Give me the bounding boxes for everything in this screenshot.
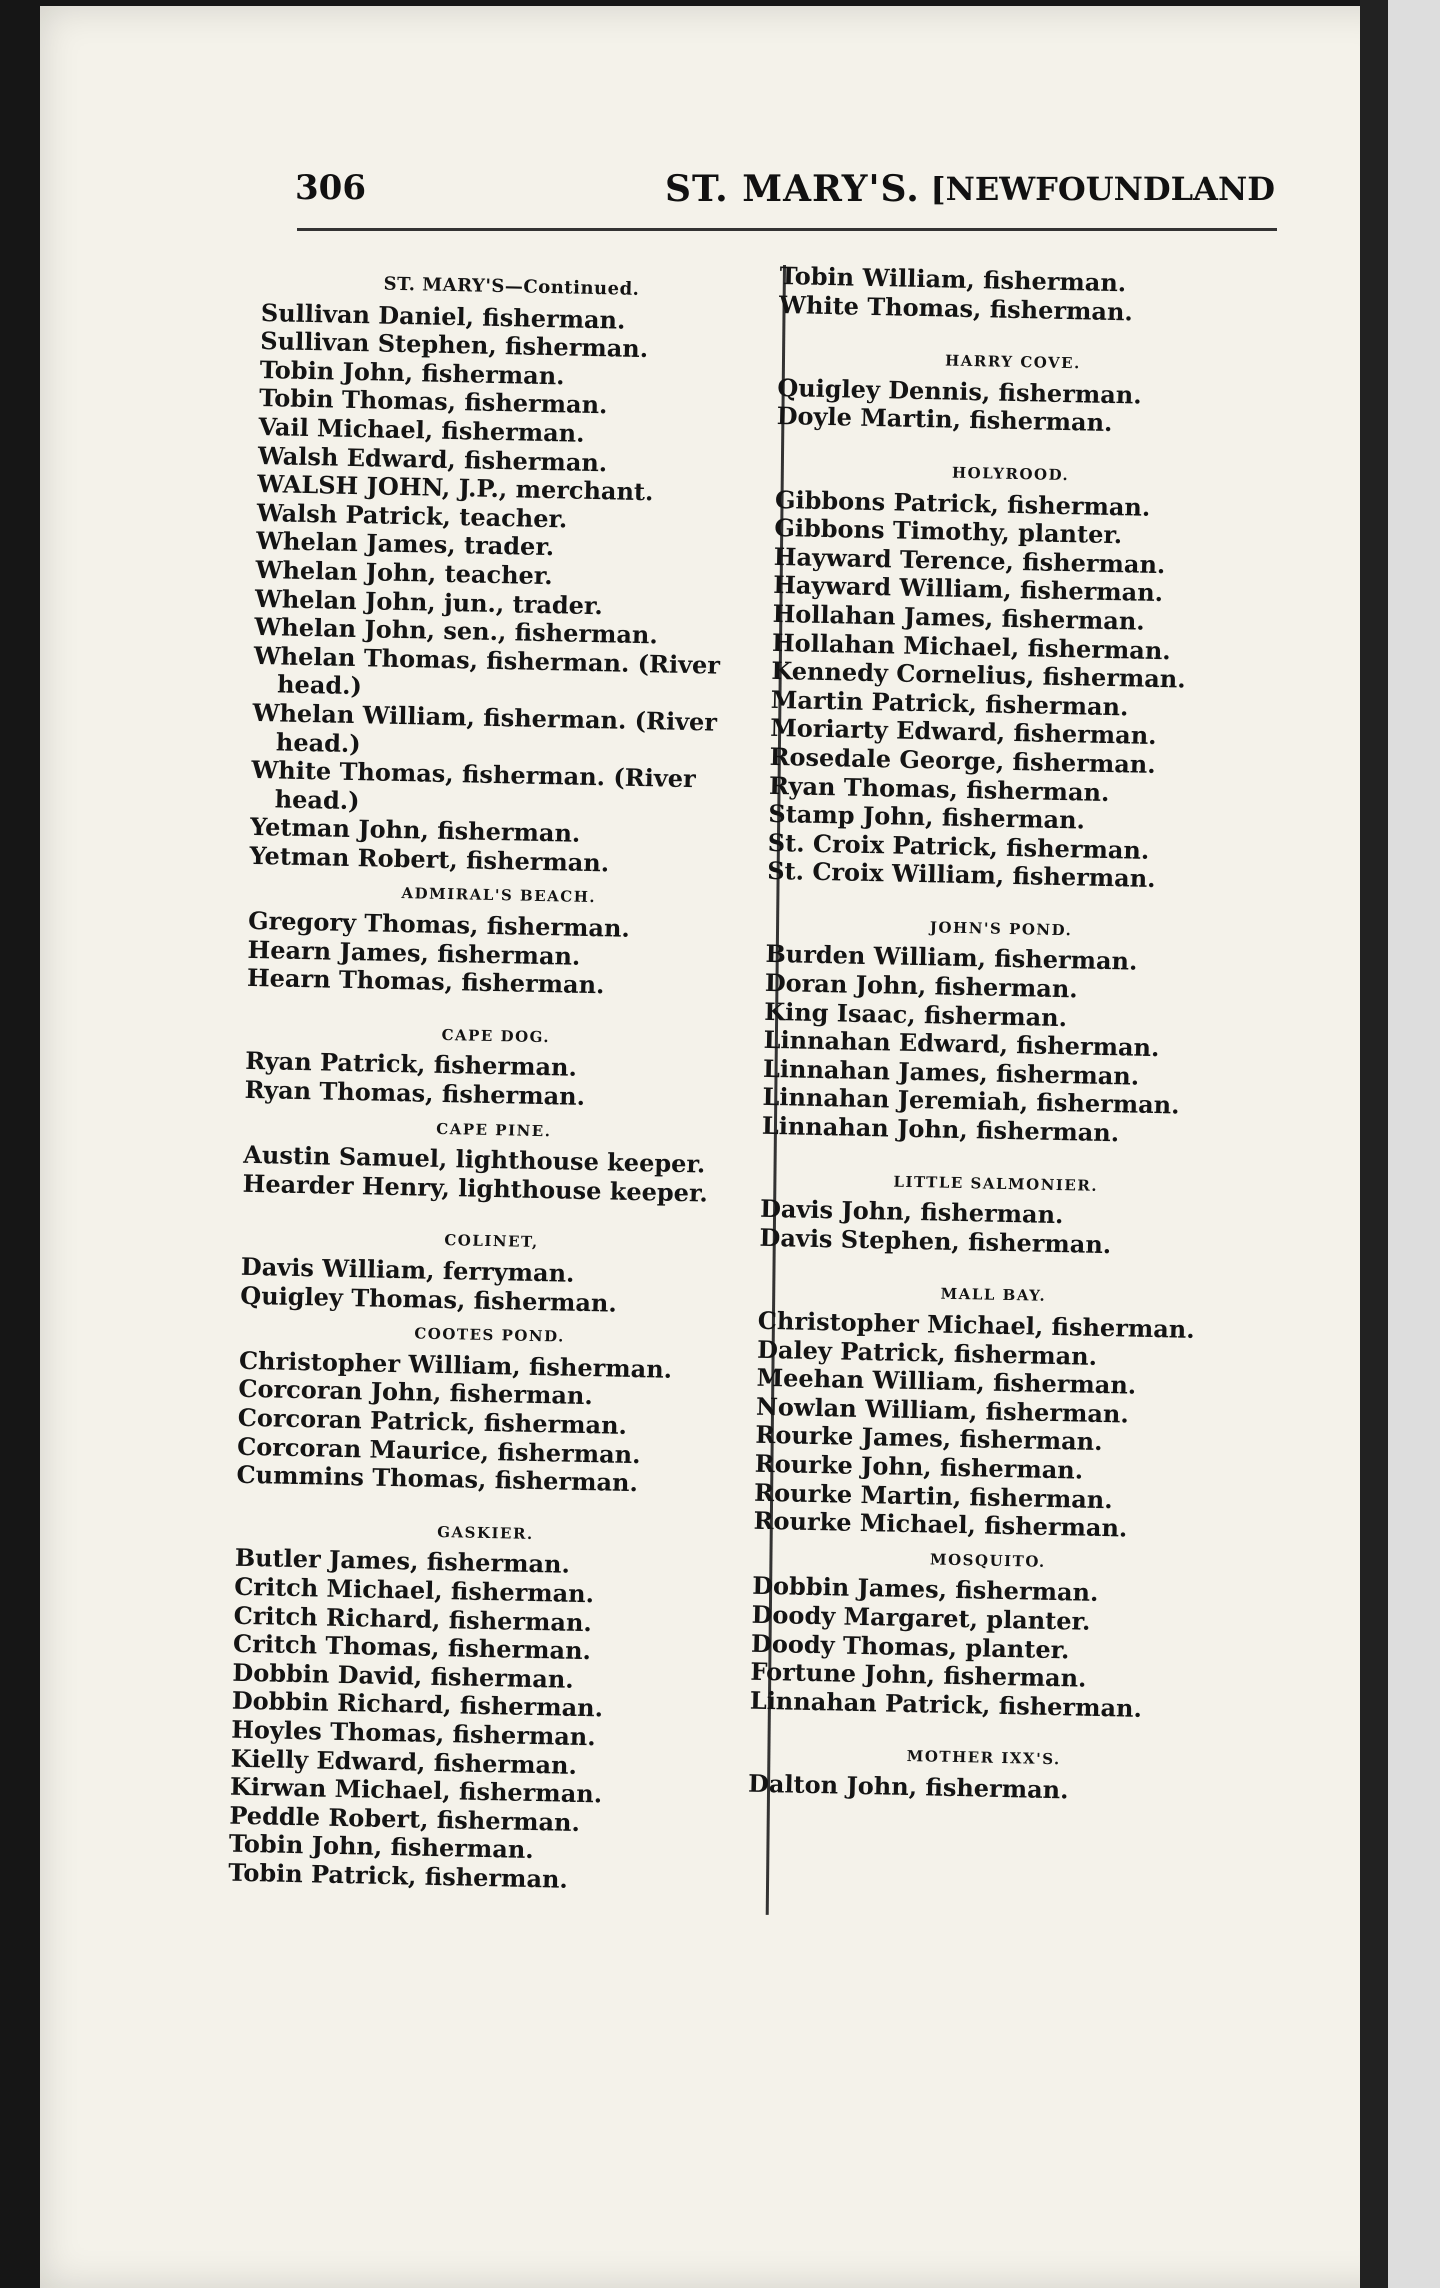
directory-entry: St. Croix William, fisherman.	[766, 856, 1156, 894]
directory-entry: King Isaac, fisherman.	[764, 996, 1068, 1032]
directory-entry: Tobin William, fisherman.	[779, 261, 1127, 298]
directory-entry: White Thomas, fisherman. (River head.)	[251, 754, 696, 815]
directory-entry: Gregory Thomas, fisherman.	[247, 905, 631, 943]
directory-entry: Hearn Thomas, fisherman.	[246, 963, 605, 1000]
adjacent-page-edge	[1388, 0, 1440, 2288]
directory-entry: Yetman Robert, fisherman.	[249, 840, 610, 878]
directory-entry: Linnahan James, fisherman.	[762, 1053, 1140, 1091]
directory-entry: WALSH JOHN, J.P., merchant.	[257, 469, 654, 507]
section-heading-cootes-pond: COOTES POND.	[414, 1324, 565, 1346]
directory-entry: Gibbons Patrick, fisherman.	[774, 484, 1151, 522]
section-heading-colinet: COLINET,	[444, 1231, 539, 1252]
directory-entry: Whelan Thomas, fisherman. (River head.)	[253, 640, 721, 701]
directory-entry: Sullivan Stephen, fisherman.	[260, 326, 649, 364]
directory-entry: Critch Thomas, fisherman.	[232, 1628, 592, 1666]
directory-entry: Kielly Edward, fisherman.	[230, 1743, 578, 1780]
directory-entry: Kirwan Michael, fisherman.	[229, 1771, 603, 1809]
directory-entry: Davis Stephen, fisherman.	[759, 1222, 1112, 1259]
directory-entry: Kennedy Cornelius, fisherman.	[771, 656, 1186, 694]
binding-gutter	[1360, 0, 1388, 2288]
directory-entry: Austin Samuel, lighthouse keeper.	[243, 1140, 706, 1179]
directory-entry: Doyle Martin, fisherman.	[776, 401, 1113, 438]
directory-entry: Yetman John, fisherman.	[249, 812, 581, 849]
directory-entry: Nowlan William, fisherman.	[755, 1391, 1130, 1429]
directory-entry: Critch Richard, fisherman.	[233, 1600, 593, 1637]
directory-entry: Moriarty Edward, fisherman.	[769, 713, 1157, 751]
directory-entry: Dobbin David, fisherman.	[232, 1657, 574, 1694]
directory-entry: Walsh Edward, fisherman.	[257, 440, 608, 477]
directory-entry: Ryan Patrick, fisherman.	[244, 1046, 578, 1083]
directory-entry: Doran John, fisherman.	[764, 967, 1079, 1004]
directory-entry: Stamp John, fisherman.	[768, 798, 1086, 835]
section-heading-mother-ixx-s: MOTHER IXX'S.	[906, 1747, 1061, 1769]
directory-entry: Corcoran Maurice, fisherman.	[236, 1431, 641, 1469]
province-title: [NEWFOUNDLAND	[930, 170, 1275, 208]
directory-entry: Whelan John, teacher.	[255, 554, 553, 591]
section-heading-admiral-s-beach: ADMIRAL'S BEACH.	[401, 884, 597, 907]
directory-entry: Corcoran John, fisherman.	[238, 1374, 594, 1411]
running-title: ST. MARY'S.	[665, 168, 920, 210]
directory-entry: Dalton John, fisherman.	[747, 1768, 1069, 1805]
section-heading-st-mary-s-continued: ST. MARY'S—Continued.	[383, 273, 640, 300]
directory-entry: Vail Michael, fisherman.	[258, 411, 585, 448]
directory-entry: Dobbin Richard, fisherman.	[231, 1686, 604, 1723]
directory-entry: Doody Thomas, planter.	[750, 1628, 1070, 1664]
directory-entry: Whelan John, jun., trader.	[254, 583, 604, 620]
header-rule	[297, 228, 1277, 231]
directory-entry: Tobin John, fisherman.	[259, 354, 565, 391]
right-column	[748, 262, 1250, 1808]
directory-entry: Tobin John, fisherman.	[228, 1828, 534, 1865]
directory-entry: Whelan William, fisherman. (River head.)	[252, 697, 718, 758]
directory-entry: Hearn James, fisherman.	[247, 934, 581, 971]
directory-entry: Critch Michael, fisherman.	[233, 1571, 595, 1609]
directory-entry: Gibbons Timothy, planter.	[774, 513, 1123, 550]
section-heading-john-s-pond: JOHN'S POND.	[929, 918, 1073, 940]
directory-entry: Christopher Michael, fisherman.	[757, 1305, 1195, 1344]
directory-entry: Butler James, fisherman.	[234, 1543, 571, 1580]
directory-entry: Hayward William, fisherman.	[772, 570, 1164, 608]
section-heading-cape-dog: CAPE DOG.	[441, 1025, 551, 1047]
section-heading-little-salmonier: LITTLE SALMONIER.	[893, 1172, 1099, 1195]
directory-entry: Quigley Dennis, fisherman.	[777, 372, 1142, 410]
directory-entry: Linnahan Edward, fisherman.	[763, 1025, 1160, 1063]
directory-entry: Hollahan Michael, fisherman.	[771, 627, 1172, 665]
directory-entry: Cummins Thomas, fisherman.	[236, 1459, 639, 1498]
directory-entry: Whelan James, trader.	[255, 526, 555, 562]
directory-entry: Rourke James, fisherman.	[755, 1420, 1103, 1457]
directory-entry: Ryan Thomas, fisherman.	[244, 1074, 586, 1111]
directory-entry: Hoyles Thomas, fisherman.	[230, 1714, 596, 1752]
section-heading-holyrood: HOLYROOD.	[951, 463, 1070, 485]
directory-entry: Walsh Patrick, teacher.	[256, 497, 568, 534]
directory-entry: Quigley Thomas, fisherman.	[240, 1280, 618, 1318]
directory-entry: Sullivan Daniel, fisherman.	[260, 297, 626, 335]
directory-entry: Burden William, fisherman.	[765, 939, 1138, 977]
directory-entry: Daley Patrick, fisherman.	[756, 1334, 1098, 1371]
directory-entry: Linnahan Patrick, fisherman.	[749, 1685, 1143, 1723]
page-number: 306	[295, 168, 366, 208]
directory-entry: Corcoran Patrick, fisherman.	[237, 1402, 628, 1440]
directory-entry: Linnahan Jeremiah, fisherman.	[762, 1082, 1180, 1120]
directory-entry: Hearder Henry, lighthouse keeper.	[242, 1168, 709, 1208]
section-heading-mosquito: MOSQUITO.	[929, 1550, 1046, 1571]
directory-entry: Peddle Robert, fisherman.	[229, 1800, 581, 1837]
directory-entry: Whelan John, sen., fisherman.	[254, 612, 659, 650]
section-heading-gaskier: GASKIER.	[437, 1522, 534, 1543]
directory-entry: Martin Patrick, fisherman.	[770, 684, 1129, 722]
directory-entry: Dobbin James, fisherman.	[751, 1571, 1099, 1608]
directory-entry: Rourke John, fisherman.	[754, 1448, 1084, 1485]
directory-entry: Doody Margaret, planter.	[751, 1599, 1091, 1636]
section-heading-mall-bay: MALL BAY.	[940, 1284, 1047, 1306]
directory-entry: Meehan William, fisherman.	[756, 1362, 1137, 1400]
section-heading-cape-pine: CAPE PINE.	[436, 1119, 552, 1140]
directory-entry: Tobin Thomas, fisherman.	[258, 383, 608, 420]
directory-entry: Rosedale George, fisherman.	[769, 741, 1156, 779]
left-column	[228, 262, 762, 1898]
directory-entry: Rourke Martin, fisherman.	[753, 1477, 1113, 1514]
directory-entry: Ryan Thomas, fisherman.	[768, 770, 1110, 807]
directory-entry: St. Croix Patrick, fisherman.	[767, 827, 1150, 865]
directory-entry: Linnahan John, fisherman.	[761, 1110, 1120, 1148]
directory-entry: Davis John, fisherman.	[759, 1194, 1064, 1230]
directory-entry: Christopher William, fisherman.	[238, 1345, 673, 1384]
directory-entry: Tobin Patrick, fisherman.	[227, 1857, 569, 1894]
directory-entry: Hollahan James, fisherman.	[772, 598, 1146, 636]
page-header	[295, 168, 1275, 228]
directory-entry: Rourke Michael, fisherman.	[753, 1505, 1128, 1543]
directory-entry: White Thomas, fisherman.	[778, 289, 1134, 326]
directory-entry: Davis William, ferryman.	[240, 1251, 575, 1288]
directory-entry: Fortune John, fisherman.	[750, 1656, 1087, 1693]
directory-entry: Hayward Terence, fisherman.	[773, 541, 1166, 579]
section-heading-harry-cove: HARRY COVE.	[944, 351, 1082, 373]
